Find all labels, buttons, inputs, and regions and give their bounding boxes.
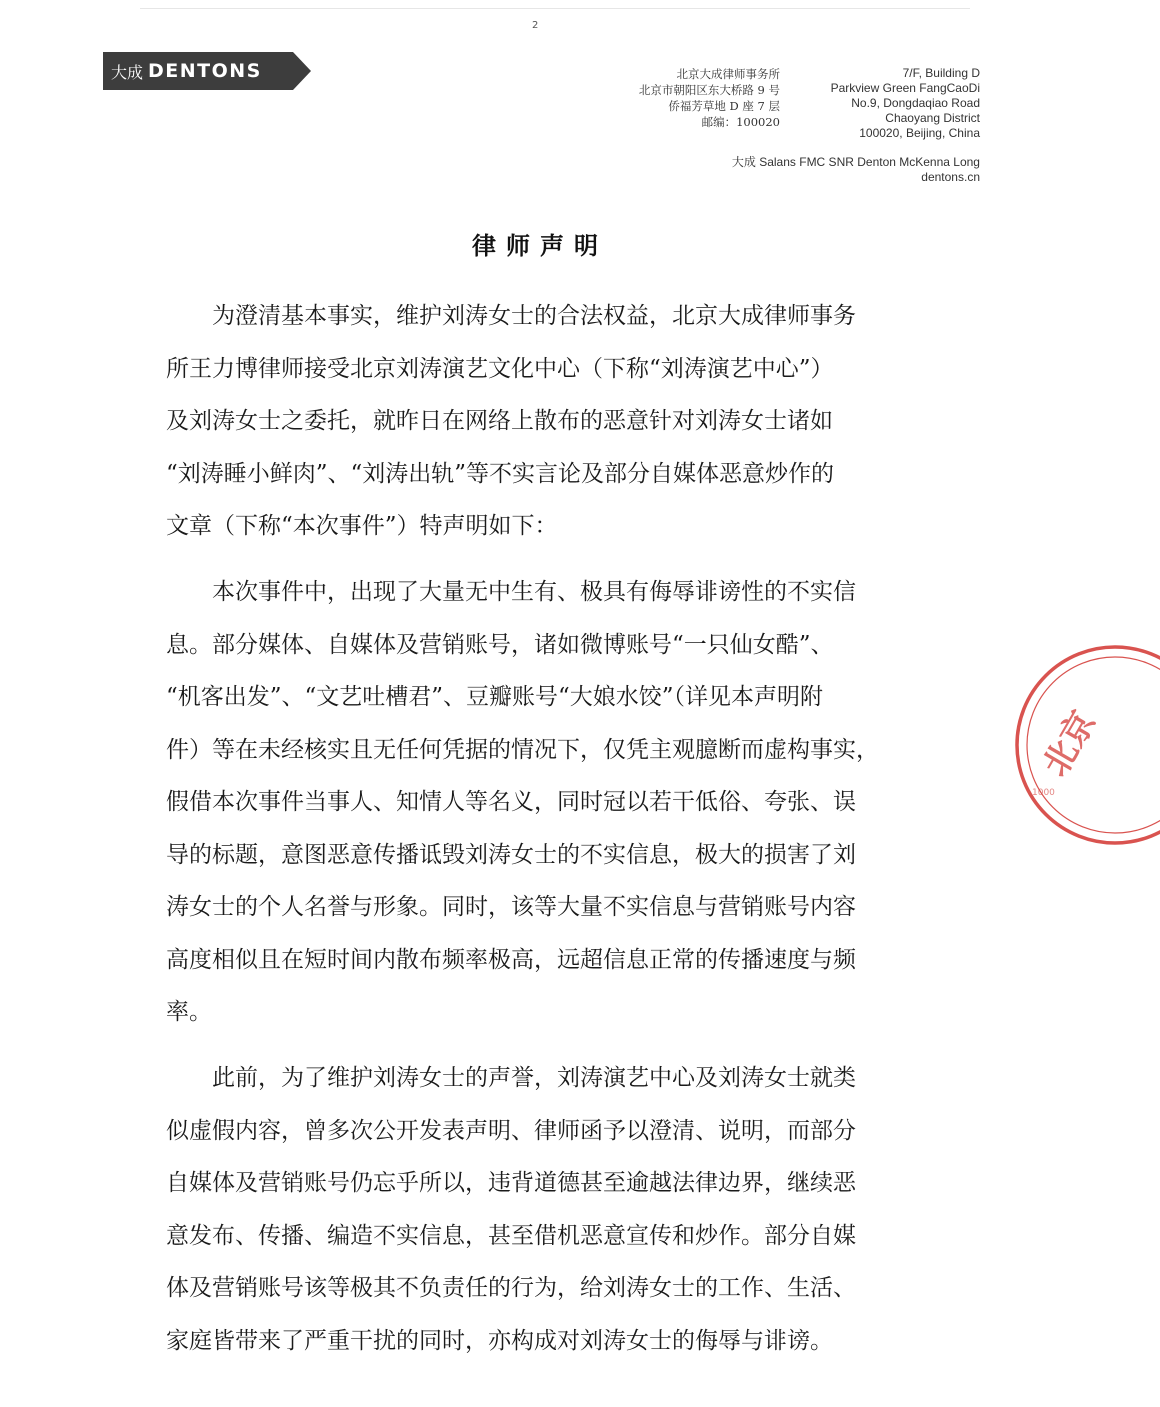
text-line: 自媒体及营销账号仍忘乎所以，违背道德甚至逾越法律边界，继续恶 <box>166 1170 856 1196</box>
firm-website: dentons.cn <box>921 170 980 184</box>
paragraph-2 <box>166 566 922 1039</box>
address-english <box>790 66 980 141</box>
logo-en: DENTONS <box>148 60 262 82</box>
text-line: 文章（下称“本次事件”）特声明如下： <box>166 513 558 539</box>
page-mark: 2 <box>532 20 539 31</box>
address-cn-line: 北京大成律师事务所 <box>676 67 780 81</box>
address-cn-line: 北京市朝阳区东大桥路 9 号 <box>638 83 780 97</box>
paragraph-3 <box>166 1052 922 1367</box>
address-chinese <box>600 66 780 130</box>
svg-text:1000: 1000 <box>1032 788 1055 798</box>
text-line: 意发布、传播、编造不实信息，甚至借机恶意宣传和炒作。部分自媒 <box>166 1222 856 1249</box>
text-line: 及刘涛女士之委托，就昨日在网络上散布的恶意针对刘涛女士诸如 <box>166 408 833 434</box>
text-line: 为澄清基本事实，维护刘涛女士的合法权益，北京大成律师事务 <box>166 303 856 329</box>
paragraph-1 <box>166 290 922 553</box>
company-seal-stamp <box>1010 640 1160 850</box>
document-title: 律师声明 <box>472 231 608 260</box>
firm-info <box>640 155 980 185</box>
text-line: 家庭皆带来了严重干扰的同时，亦构成对刘涛女士的侮辱与诽谤。 <box>166 1327 833 1354</box>
text-line: 似虚假内容，曾多次公开发表声明、律师函予以澄清、说明，而部分 <box>166 1117 856 1144</box>
text-line: 涛女士的个人名誉与形象。同时，该等大量不实信息与营销账号内容 <box>166 894 856 920</box>
dentons-logo <box>103 52 313 90</box>
address-en-line: 100020, Beijing, China <box>859 126 980 140</box>
text-line: 息。部分媒体、自媒体及营销账号，诸如微博账号“一只仙女酷”、 <box>166 631 834 658</box>
page-top-edge <box>140 8 970 9</box>
logo-text <box>103 52 293 90</box>
firm-names: 大成 Salans FMC SNR Denton McKenna Long <box>731 155 980 169</box>
text-line: 率。 <box>166 999 212 1025</box>
seal-icon <box>1010 640 1160 850</box>
address-cn-line: 侨福芳草地 D 座 7 层 <box>668 99 780 113</box>
logo-cn: 大成 <box>111 62 144 82</box>
text-line: 本次事件中，出现了大量无中生有、极具有侮辱诽谤性的不实信 <box>166 579 856 605</box>
text-line: “机客出发”、“文艺吐槽君”、豆瓣账号“大娘水饺”（详见本声明附 <box>166 684 824 710</box>
svg-text:北京: 北京 <box>1035 704 1105 784</box>
address-cn-line: 邮编：100020 <box>701 115 780 129</box>
text-line: 所王力博律师接受北京刘涛演艺文化中心（下称“刘涛演艺中心”） <box>166 355 834 382</box>
text-line: 导的标题，意图恶意传播诋毁刘涛女士的不实信息，极大的损害了刘 <box>166 841 856 868</box>
address-en-line: Chaoyang District <box>885 111 980 125</box>
text-line: 假借本次事件当事人、知情人等名义，同时冠以若干低俗、夸张、误 <box>166 789 856 815</box>
text-line: 此前，为了维护刘涛女士的声誉，刘涛演艺中心及刘涛女士就类 <box>166 1065 856 1091</box>
text-line: 体及营销账号该等极其不负责任的行为，给刘涛女士的工作、生活、 <box>166 1275 856 1301</box>
address-en-line: No.9, Dongdaqiao Road <box>851 96 980 110</box>
text-line: 高度相似且在短时间内散布频率极高，远超信息正常的传播速度与频 <box>166 946 856 973</box>
address-en-line: 7/F, Building D <box>902 66 980 80</box>
text-line: “刘涛睡小鲜肉”、“刘涛出轨”等不实言论及部分自媒体恶意炒作的 <box>166 460 835 487</box>
text-line: 件）等在未经核实且无任何凭据的情况下，仅凭主观臆断而虚构事实， <box>166 736 879 763</box>
address-en-line: Parkview Green FangCaoDi <box>830 81 980 95</box>
